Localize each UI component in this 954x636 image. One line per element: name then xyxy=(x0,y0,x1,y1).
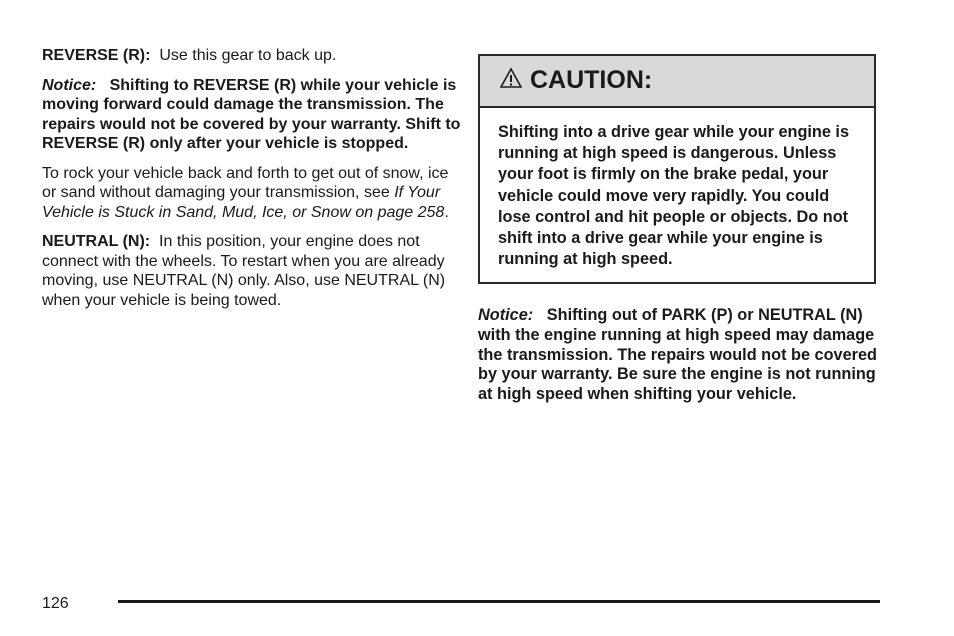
right-column xyxy=(478,54,882,414)
neutral-text: In this position, your engine does not connect with the wheels. To restart when you are already moving, use NEUTRAL (N) only. Also, use NEUTRAL (N) when your vehicle is being towed. xyxy=(42,233,446,309)
notice-text-right: Shifting out of PARK (P) or NEUTRAL (N) with the engine running at high speed may damage the transmission. The repairs would not be covered by your warranty. Be sure the engine is not running at high speed when shifting your vehicle. xyxy=(478,306,877,403)
caution-title: CAUTION: xyxy=(530,66,653,95)
neutral-label: NEUTRAL (N): xyxy=(42,233,151,250)
footer-rule xyxy=(118,600,880,603)
page-number: 126 xyxy=(42,595,69,612)
caution-text: Shifting into a drive gear while your engine is running at high speed is dangerous. Unless your foot is firmly on the brake pedal, your vehicle could move very rapidly. You could lose control and hit people or objects. Do not shift into a drive gear while your engine is running at high speed. xyxy=(498,123,850,269)
reverse-paragraph xyxy=(42,46,462,66)
caution-header xyxy=(480,56,874,108)
notice-label-left: Notice: xyxy=(42,76,97,94)
rock-end: . xyxy=(444,203,449,221)
left-column xyxy=(42,46,462,320)
caution-box xyxy=(478,54,876,284)
neutral-paragraph xyxy=(42,232,462,310)
notice-text-left: Shifting to REVERSE (R) while your vehicle is moving forward could damage the transmission. The repairs would not be covered by your warranty. Shift to REVERSE (R) only after your vehicle is stopped. xyxy=(42,76,461,152)
notice-label-right: Notice: xyxy=(478,306,534,325)
rock-text: To rock your vehicle back and forth to get out of snow, ice or sand without damaging your transmission, see xyxy=(42,164,449,201)
notice-paragraph-right xyxy=(478,306,882,404)
warning-triangle-icon xyxy=(500,67,522,95)
rock-reference: If Your Vehicle is Stuck in Sand, Mud, Ice, or Snow on page 258 xyxy=(42,184,445,221)
reverse-label: REVERSE (R): xyxy=(42,47,151,64)
notice-paragraph-left xyxy=(42,76,462,154)
rock-paragraph xyxy=(42,164,462,223)
reverse-text: Use this gear to back up. xyxy=(159,47,337,64)
